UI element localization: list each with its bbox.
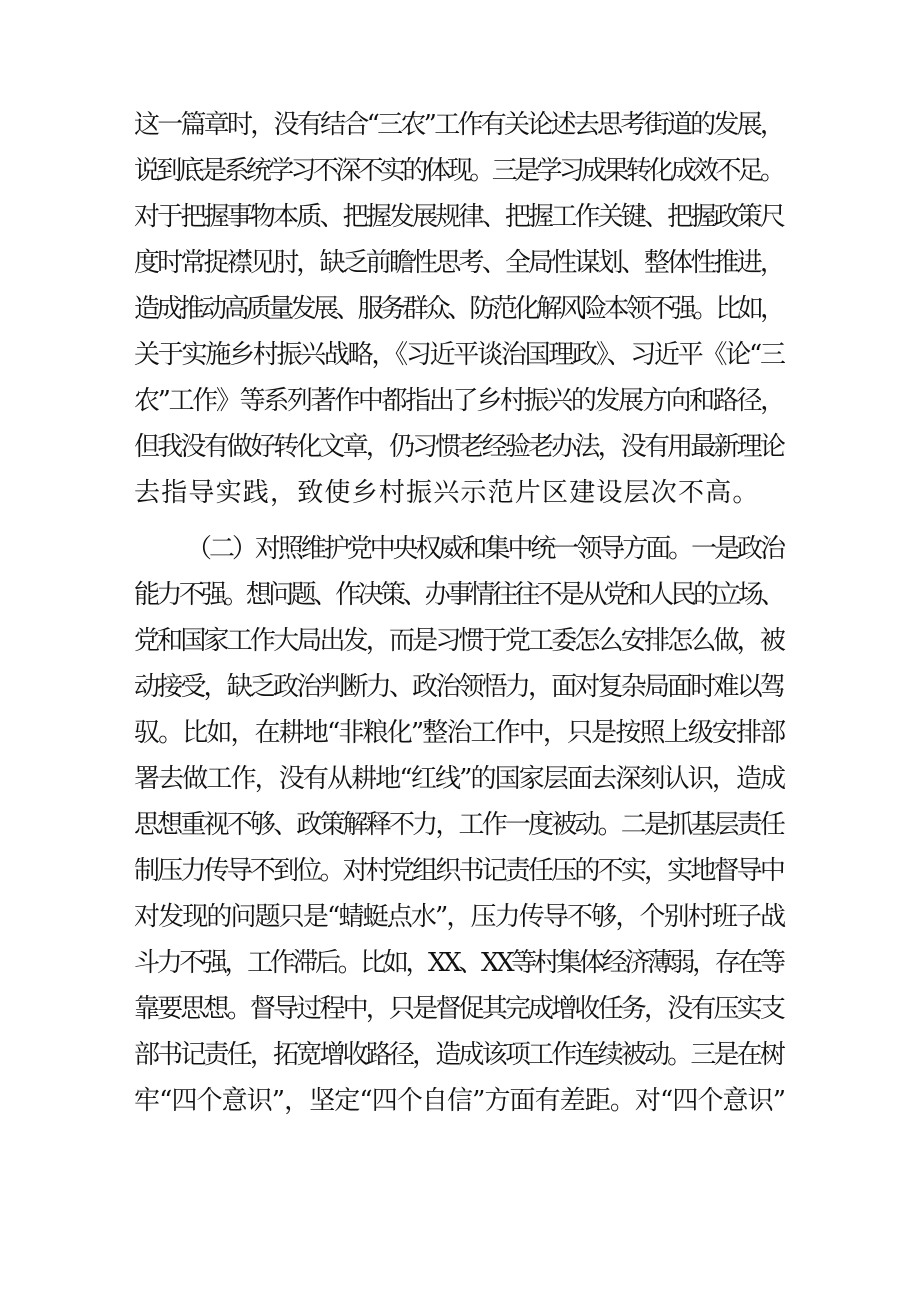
text-line-content: 但我没有做好转化文章，仍习惯老经验老办法，没有用最新理论 [134,432,784,462]
text-line [0,286,920,332]
text-line [0,664,920,710]
text-line [0,1078,920,1124]
text-line [0,1032,920,1078]
text-line-content: 部书记责任，拓宽增收路径，造成该项工作连续被动。三是在树 [134,1040,784,1070]
text-line [0,572,920,618]
text-line-content: 能力不强。想问题、作决策、办事情往往不是从党和人民的立场、 [134,580,783,610]
text-line-content: 驭。比如，在耕地“非粮化”整治工作中，只是按照上级安排部 [134,718,785,748]
text-line [0,424,920,470]
text-line-content: 斗力不强，工作滞后。比如，XX、XX等村集体经济薄弱，存在等 [134,948,783,978]
text-line [0,802,920,848]
text-line [0,148,920,194]
text-line-content: 度时常捉襟见肘，缺乏前瞻性思考、全局性谋划、整体性推进， [134,248,784,278]
text-line-content: 署去做工作，没有从耕地“红线”的国家层面去深刻认识，造成 [134,764,785,794]
text-line-content: 党和国家工作大局出发，而是习惯于党工委怎么安排怎么做，被 [134,626,784,656]
text-line-content: 这一篇章时，没有结合“三农”工作有关论述去思考街道的发展， [134,110,784,140]
text-line-content: 去指导实践，致使乡村振兴示范片区建设层次不高。 [134,478,760,508]
text-line-content: （二）对照维护党中央权威和集中统一领导方面。一是政治 [186,534,783,564]
text-line-content: 牢“四个意识”，坚定“四个自信”方面有差距。对“四个意识” [134,1086,786,1116]
text-line [0,894,920,940]
text-line [0,378,920,424]
text-line [0,470,920,516]
text-line [0,332,920,378]
text-line-content: 关于实施乡村振兴战略，《习近平谈治国理政》、习近平《论“三 [134,340,784,370]
text-line [0,940,920,986]
text-line-content: 造成推动高质量发展、服务群众、防范化解风险本领不强。比如， [134,294,783,324]
text-line-content: 说到底是系统学习不深不实的体现。三是学习成果转化成效不足。 [134,156,783,186]
text-line-content: 对发现的问题只是“蜻蜓点水”，压力传导不够，个别村班子战 [134,902,785,932]
text-line-content: 制压力传导不到位。对村党组织书记责任压的不实，实地督导中 [134,856,784,886]
text-line [0,194,920,240]
text-line [0,618,920,664]
paragraph-start-line [0,526,920,572]
text-line-content: 对于把握事物本质、把握发展规律、把握工作关键、把握政策尺 [134,202,784,232]
text-line [0,848,920,894]
text-line-content: 农”工作》等系列著作中都指出了乡村振兴的发展方向和路径， [134,386,784,416]
text-line-content: 思想重视不够、政策解释不力，工作一度被动。二是抓基层责任 [134,810,784,840]
text-line-content: 靠要思想。督导过程中，只是督促其完成增收任务，没有压实支 [134,994,784,1024]
text-line [0,986,920,1032]
text-line [0,240,920,286]
text-line [0,710,920,756]
text-line [0,102,920,148]
text-line [0,756,920,802]
text-line-content: 动接受，缺乏政治判断力、政治领悟力，面对复杂局面时难以驾 [134,672,784,702]
